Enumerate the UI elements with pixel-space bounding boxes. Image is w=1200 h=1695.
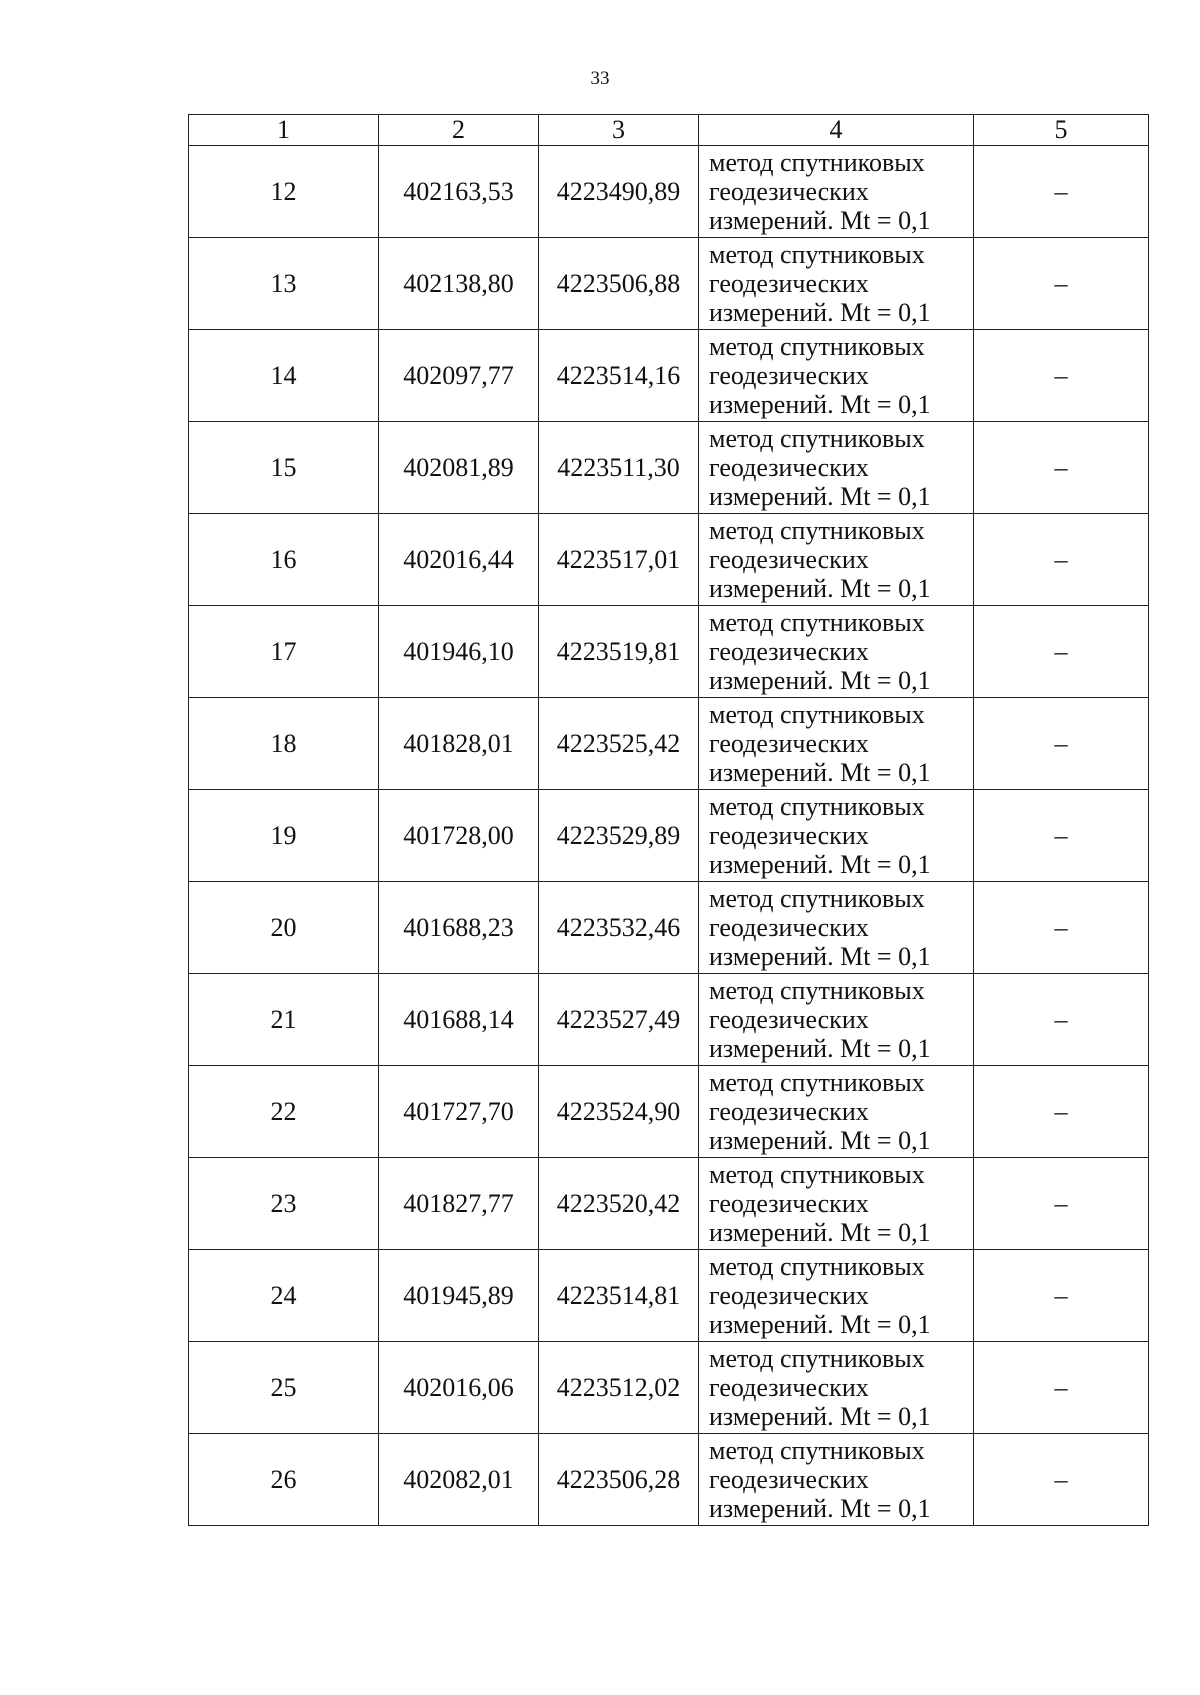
method-line: измерений. Mt = 0,1 (709, 1494, 931, 1523)
table-row (189, 1434, 1149, 1526)
cell-note: – (974, 698, 1149, 790)
cell-method (699, 1066, 974, 1158)
cell-method (699, 422, 974, 514)
method-line: метод спутниковых (709, 424, 925, 453)
method-line: геодезических (709, 1281, 869, 1310)
method-line: метод спутниковых (709, 976, 925, 1005)
method-line: метод спутниковых (709, 240, 925, 269)
cell-method (699, 514, 974, 606)
cell-coordinate-y: 4223514,81 (539, 1250, 699, 1342)
method-line: измерений. Mt = 0,1 (709, 482, 931, 511)
cell-point-number: 26 (189, 1434, 379, 1526)
cell-coordinate-y: 4223506,88 (539, 238, 699, 330)
method-line: измерений. Mt = 0,1 (709, 942, 931, 971)
cell-coordinate-y: 4223490,89 (539, 146, 699, 238)
header-col-3: 3 (539, 115, 699, 146)
cell-point-number: 17 (189, 606, 379, 698)
cell-coordinate-x: 401828,01 (379, 698, 539, 790)
header-col-5: 5 (974, 115, 1149, 146)
table-row (189, 238, 1149, 330)
cell-point-number: 16 (189, 514, 379, 606)
method-line: метод спутниковых (709, 1344, 925, 1373)
method-line: метод спутниковых (709, 700, 925, 729)
method-line: измерений. Mt = 0,1 (709, 574, 931, 603)
cell-coordinate-x: 402081,89 (379, 422, 539, 514)
cell-method (699, 606, 974, 698)
cell-coordinate-x: 402138,80 (379, 238, 539, 330)
cell-coordinate-y: 4223517,01 (539, 514, 699, 606)
header-col-4: 4 (699, 115, 974, 146)
method-line: измерений. Mt = 0,1 (709, 1126, 931, 1155)
table-row (189, 146, 1149, 238)
cell-coordinate-y: 4223524,90 (539, 1066, 699, 1158)
cell-point-number: 14 (189, 330, 379, 422)
method-line: измерений. Mt = 0,1 (709, 298, 931, 327)
method-line: измерений. Mt = 0,1 (709, 1402, 931, 1431)
cell-note: – (974, 146, 1149, 238)
cell-coordinate-x: 402097,77 (379, 330, 539, 422)
cell-coordinate-y: 4223519,81 (539, 606, 699, 698)
header-col-2: 2 (379, 115, 539, 146)
cell-note: – (974, 1066, 1149, 1158)
cell-coordinate-x: 402016,44 (379, 514, 539, 606)
table-row (189, 974, 1149, 1066)
header-row (189, 115, 1149, 146)
method-line: измерений. Mt = 0,1 (709, 1310, 931, 1339)
cell-point-number: 22 (189, 1066, 379, 1158)
cell-method (699, 1434, 974, 1526)
table-row (189, 1250, 1149, 1342)
method-line: измерений. Mt = 0,1 (709, 758, 931, 787)
cell-note: – (974, 1342, 1149, 1434)
cell-note: – (974, 330, 1149, 422)
cell-coordinate-y: 4223520,42 (539, 1158, 699, 1250)
cell-method (699, 238, 974, 330)
cell-note: – (974, 790, 1149, 882)
method-line: геодезических (709, 361, 869, 390)
table-row (189, 1158, 1149, 1250)
cell-coordinate-x: 402163,53 (379, 146, 539, 238)
cell-note: – (974, 1434, 1149, 1526)
cell-coordinate-x: 401945,89 (379, 1250, 539, 1342)
table-row (189, 514, 1149, 606)
cell-method (699, 330, 974, 422)
cell-coordinate-y: 4223511,30 (539, 422, 699, 514)
method-line: геодезических (709, 913, 869, 942)
cell-method (699, 1250, 974, 1342)
cell-coordinate-y: 4223532,46 (539, 882, 699, 974)
cell-point-number: 25 (189, 1342, 379, 1434)
cell-note: – (974, 606, 1149, 698)
table-row (189, 330, 1149, 422)
cell-coordinate-x: 401688,14 (379, 974, 539, 1066)
cell-coordinate-x: 401728,00 (379, 790, 539, 882)
cell-coordinate-x: 401827,77 (379, 1158, 539, 1250)
coordinates-table (188, 114, 1149, 1526)
cell-coordinate-y: 4223527,49 (539, 974, 699, 1066)
cell-point-number: 23 (189, 1158, 379, 1250)
method-line: геодезических (709, 637, 869, 666)
table-row (189, 698, 1149, 790)
table-row (189, 1066, 1149, 1158)
cell-method (699, 882, 974, 974)
method-line: геодезических (709, 1005, 869, 1034)
method-line: измерений. Mt = 0,1 (709, 1218, 931, 1247)
table-row (189, 790, 1149, 882)
cell-coordinate-y: 4223506,28 (539, 1434, 699, 1526)
cell-point-number: 12 (189, 146, 379, 238)
method-line: метод спутниковых (709, 148, 925, 177)
method-line: метод спутниковых (709, 792, 925, 821)
method-line: измерений. Mt = 0,1 (709, 666, 931, 695)
cell-method (699, 698, 974, 790)
cell-coordinate-y: 4223514,16 (539, 330, 699, 422)
method-line: геодезических (709, 269, 869, 298)
method-line: метод спутниковых (709, 1160, 925, 1189)
cell-coordinate-y: 4223512,02 (539, 1342, 699, 1434)
method-line: метод спутниковых (709, 1068, 925, 1097)
cell-method (699, 1342, 974, 1434)
cell-method (699, 146, 974, 238)
method-line: геодезических (709, 545, 869, 574)
method-line: метод спутниковых (709, 516, 925, 545)
cell-coordinate-x: 401727,70 (379, 1066, 539, 1158)
cell-coordinate-y: 4223525,42 (539, 698, 699, 790)
cell-point-number: 18 (189, 698, 379, 790)
cell-point-number: 15 (189, 422, 379, 514)
table-row (189, 882, 1149, 974)
method-line: метод спутниковых (709, 1252, 925, 1281)
method-line: измерений. Mt = 0,1 (709, 206, 931, 235)
table-header (189, 115, 1149, 146)
cell-coordinate-x: 402016,06 (379, 1342, 539, 1434)
method-line: геодезических (709, 453, 869, 482)
method-line: геодезических (709, 1373, 869, 1402)
cell-note: – (974, 422, 1149, 514)
table-row (189, 422, 1149, 514)
cell-note: – (974, 238, 1149, 330)
cell-note: – (974, 974, 1149, 1066)
page-number: 33 (590, 68, 610, 89)
method-line: метод спутниковых (709, 1436, 925, 1465)
cell-point-number: 24 (189, 1250, 379, 1342)
method-line: геодезических (709, 1189, 869, 1218)
cell-method (699, 790, 974, 882)
method-line: метод спутниковых (709, 884, 925, 913)
cell-coordinate-y: 4223529,89 (539, 790, 699, 882)
method-line: геодезических (709, 177, 869, 206)
method-line: геодезических (709, 1097, 869, 1126)
cell-note: – (974, 1250, 1149, 1342)
method-line: измерений. Mt = 0,1 (709, 1034, 931, 1063)
cell-coordinate-x: 401946,10 (379, 606, 539, 698)
method-line: метод спутниковых (709, 608, 925, 637)
cell-note: – (974, 882, 1149, 974)
method-line: геодезических (709, 821, 869, 850)
cell-point-number: 13 (189, 238, 379, 330)
table-row (189, 1342, 1149, 1434)
cell-note: – (974, 1158, 1149, 1250)
cell-point-number: 19 (189, 790, 379, 882)
method-line: измерений. Mt = 0,1 (709, 850, 931, 879)
table-body (189, 146, 1149, 1526)
cell-point-number: 20 (189, 882, 379, 974)
method-line: измерений. Mt = 0,1 (709, 390, 931, 419)
method-line: геодезических (709, 1465, 869, 1494)
cell-coordinate-x: 402082,01 (379, 1434, 539, 1526)
cell-coordinate-x: 401688,23 (379, 882, 539, 974)
cell-note: – (974, 514, 1149, 606)
cell-method (699, 1158, 974, 1250)
method-line: геодезических (709, 729, 869, 758)
header-col-1: 1 (189, 115, 379, 146)
cell-point-number: 21 (189, 974, 379, 1066)
cell-method (699, 974, 974, 1066)
table-row (189, 606, 1149, 698)
method-line: метод спутниковых (709, 332, 925, 361)
